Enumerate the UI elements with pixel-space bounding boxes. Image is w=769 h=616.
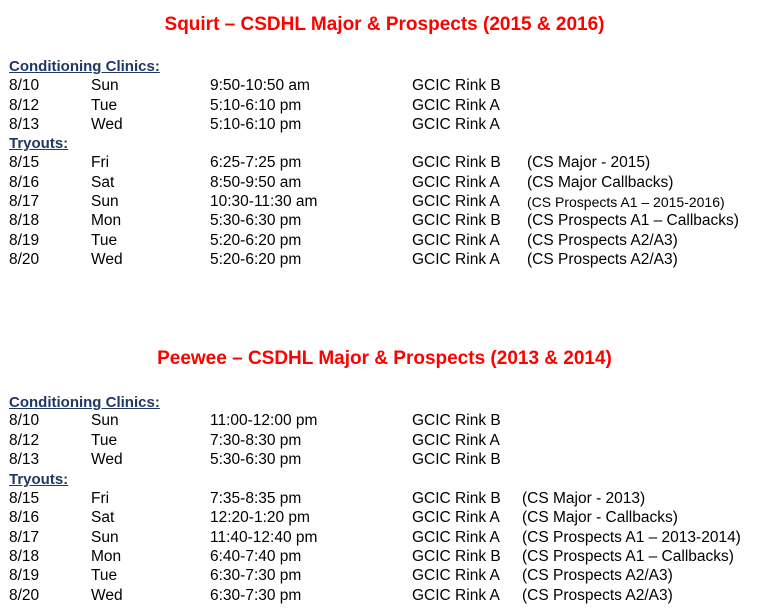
row-day: Fri (91, 154, 110, 171)
row-rink: GCIC Rink A (412, 232, 500, 249)
clinics-heading: Conditioning Clinics: (9, 394, 160, 411)
row-time: 6:25-7:25 pm (210, 154, 302, 171)
row-date: 8/10 (9, 77, 40, 94)
row-time: 5:20-6:20 pm (210, 232, 302, 249)
row-rink: GCIC Rink B (412, 490, 501, 507)
row-note: (CS Prospects A2/A3) (527, 251, 678, 268)
row-day: Wed (91, 587, 123, 604)
row-rink: GCIC Rink A (412, 97, 500, 114)
schedule-row (0, 96, 769, 116)
row-day: Mon (91, 212, 122, 229)
row-date: 8/17 (9, 529, 40, 546)
row-time: 5:30-6:30 pm (210, 451, 302, 468)
schedule-row (0, 173, 769, 193)
row-note: (CS Prospects A1 – 2015-2016) (527, 194, 725, 210)
row-rink: GCIC Rink B (412, 412, 501, 429)
row-date: 8/12 (9, 432, 40, 449)
row-day: Sun (91, 193, 119, 210)
row-date: 8/12 (9, 97, 40, 114)
schedule-row (0, 431, 769, 451)
row-date: 8/15 (9, 490, 40, 507)
row-rink: GCIC Rink A (412, 567, 500, 584)
row-date: 8/15 (9, 154, 40, 171)
schedule-row (0, 450, 769, 470)
row-rink: GCIC Rink A (412, 251, 500, 268)
row-note: (CS Prospects A1 – Callbacks) (522, 548, 734, 565)
row-day: Sat (91, 174, 115, 191)
row-note: (CS Major - 2015) (527, 154, 651, 171)
row-rink: GCIC Rink B (412, 154, 501, 171)
row-day: Mon (91, 548, 122, 565)
row-date: 8/10 (9, 412, 40, 429)
schedule-row (0, 192, 769, 212)
section-title: Peewee – CSDHL Major & Prospects (2013 & 2014) (157, 348, 612, 369)
schedule-row (0, 586, 769, 606)
row-time: 10:30-11:30 am (210, 193, 318, 210)
row-day: Tue (91, 567, 118, 584)
row-time: 9:50-10:50 am (210, 77, 310, 94)
schedule-row (0, 508, 769, 528)
clinics-heading: Conditioning Clinics: (9, 58, 160, 75)
row-day: Tue (91, 232, 118, 249)
row-time: 6:40-7:40 pm (210, 548, 302, 565)
row-date: 8/17 (9, 193, 40, 210)
row-date: 8/19 (9, 232, 40, 249)
row-rink: GCIC Rink A (412, 174, 500, 191)
row-time: 8:50-9:50 am (210, 174, 302, 191)
row-note: (CS Major - 2013) (522, 490, 646, 507)
row-note: (CS Major Callbacks) (527, 174, 674, 191)
row-time: 6:30-7:30 pm (210, 587, 302, 604)
row-day: Fri (91, 490, 110, 507)
row-day: Sat (91, 509, 115, 526)
schedule-row (0, 211, 769, 231)
row-rink: GCIC Rink B (412, 77, 501, 94)
schedule-row (0, 489, 769, 509)
schedule-row (0, 411, 769, 431)
row-rink: GCIC Rink A (412, 116, 500, 133)
schedule-row (0, 528, 769, 548)
row-note: (CS Prospects A1 – Callbacks) (527, 212, 739, 229)
row-note: (CS Prospects A2/A3) (522, 587, 673, 604)
row-date: 8/13 (9, 116, 40, 133)
row-time: 7:30-8:30 pm (210, 432, 302, 449)
row-day: Wed (91, 116, 123, 133)
schedule-row (0, 250, 769, 270)
schedule-row (0, 231, 769, 251)
row-date: 8/16 (9, 509, 40, 526)
row-date: 8/18 (9, 548, 40, 565)
row-rink: GCIC Rink A (412, 529, 500, 546)
row-time: 7:35-8:35 pm (210, 490, 302, 507)
section-title: Squirt – CSDHL Major & Prospects (2015 & 2016) (164, 14, 605, 35)
row-rink: GCIC Rink A (412, 509, 500, 526)
row-rink: GCIC Rink B (412, 451, 501, 468)
row-date: 8/19 (9, 567, 40, 584)
row-rink: GCIC Rink A (412, 193, 500, 210)
row-note: (CS Prospects A2/A3) (522, 567, 673, 584)
schedule-row (0, 547, 769, 567)
row-time: 5:10-6:10 pm (210, 116, 302, 133)
row-date: 8/16 (9, 174, 40, 191)
row-time: 5:30-6:30 pm (210, 212, 302, 229)
row-date: 8/20 (9, 587, 40, 604)
row-time: 12:20-1:20 pm (210, 509, 310, 526)
row-rink: GCIC Rink B (412, 212, 501, 229)
row-time: 6:30-7:30 pm (210, 567, 302, 584)
row-day: Sun (91, 77, 119, 94)
row-time: 5:20-6:20 pm (210, 251, 302, 268)
row-time: 11:00-12:00 pm (210, 412, 318, 429)
row-day: Wed (91, 451, 123, 468)
row-note: (CS Major - Callbacks) (522, 509, 678, 526)
schedule-row (0, 115, 769, 135)
row-day: Tue (91, 97, 118, 114)
row-time: 11:40-12:40 pm (210, 529, 318, 546)
row-day: Sun (91, 412, 119, 429)
row-day: Tue (91, 432, 118, 449)
row-note: (CS Prospects A1 – 2013-2014) (522, 529, 741, 546)
row-day: Wed (91, 251, 123, 268)
schedule-row (0, 76, 769, 96)
row-rink: GCIC Rink A (412, 432, 500, 449)
row-date: 8/18 (9, 212, 40, 229)
row-note: (CS Prospects A2/A3) (527, 232, 678, 249)
row-time: 5:10-6:10 pm (210, 97, 302, 114)
tryouts-heading: Tryouts: (9, 135, 69, 152)
row-day: Sun (91, 529, 119, 546)
schedule-row (0, 153, 769, 173)
row-date: 8/20 (9, 251, 40, 268)
row-rink: GCIC Rink A (412, 587, 500, 604)
row-date: 8/13 (9, 451, 40, 468)
row-rink: GCIC Rink B (412, 548, 501, 565)
schedule-row (0, 566, 769, 586)
tryouts-heading: Tryouts: (9, 471, 69, 488)
